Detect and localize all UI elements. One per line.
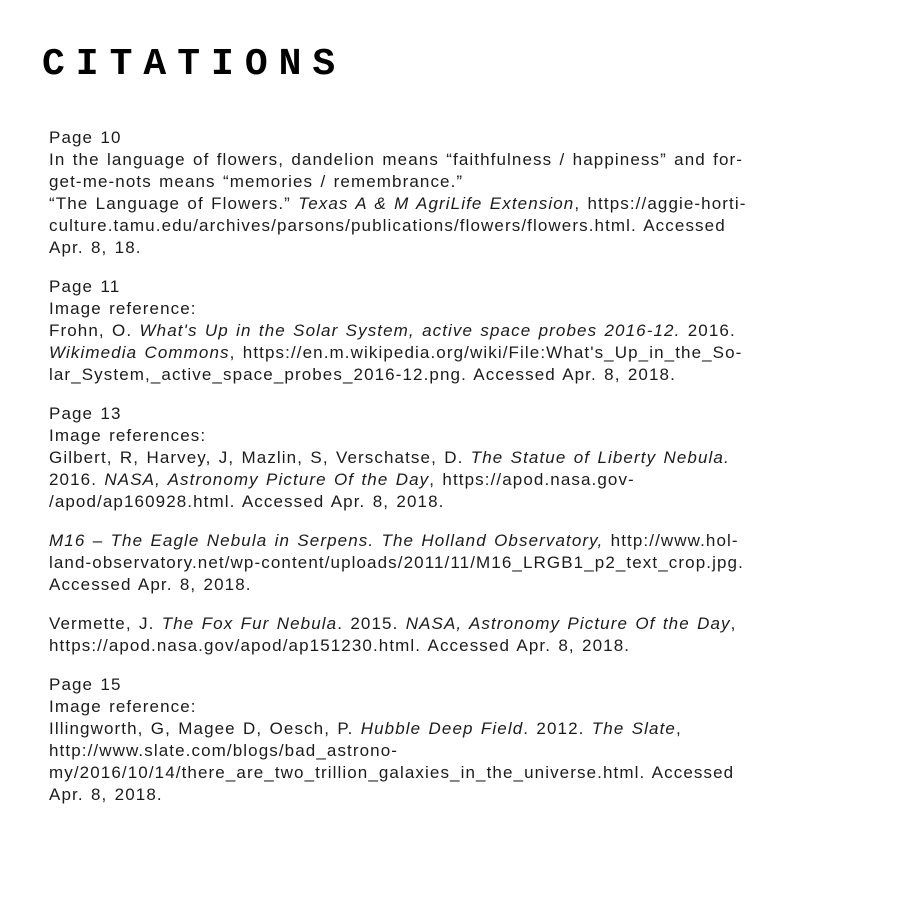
citation-line xyxy=(49,469,870,491)
citation-line xyxy=(49,635,870,657)
citation-italic-text: The Statue of Liberty Nebula. xyxy=(470,448,730,467)
citation-text: /apod/ap160928.html. Accessed Apr. 8, 2018. xyxy=(49,492,445,511)
citation-italic-text: M16 – The Eagle Nebula in Serpens. The Holland Observatory, xyxy=(49,531,604,550)
citation-line xyxy=(49,171,870,193)
citation-text: Page 13 xyxy=(49,404,122,423)
citation-italic-text: The Fox Fur Nebula xyxy=(161,614,338,633)
citation-line xyxy=(49,552,870,574)
citation-text: get-me-nots means “memories / remembrance.” xyxy=(49,172,464,191)
citation-text: Accessed Apr. 8, 2018. xyxy=(49,575,252,594)
page-title: CITATIONS xyxy=(42,43,347,86)
citation-text: 2016. xyxy=(49,470,105,489)
citation-line xyxy=(49,740,870,762)
citation-line xyxy=(49,215,870,237)
citation-text: , https://en.m.wikipedia.org/wiki/File:What's_Up_in_the_So- xyxy=(229,343,743,362)
citation-line xyxy=(49,193,870,215)
citation-text: . 2015. xyxy=(337,614,406,633)
citation-line xyxy=(49,613,870,635)
citation-text: . 2012. xyxy=(523,719,592,738)
citations-list xyxy=(49,127,870,806)
citation-line xyxy=(49,364,870,386)
citation-text: Vermette, J. xyxy=(49,614,162,633)
citation-block-m16-eagle-nebula xyxy=(49,530,870,596)
citation-text: land-observatory.net/wp-content/uploads/2011/11/M16_LRGB1_p2_text_crop.jpg. xyxy=(49,553,744,572)
citation-text: lar_System,_active_space_probes_2016-12.png. Accessed Apr. 8, 2018. xyxy=(49,365,676,384)
citation-line xyxy=(49,696,870,718)
citation-text: culture.tamu.edu/archives/parsons/publications/flowers/flowers.html. Accessed xyxy=(49,216,726,235)
citation-italic-text: What's Up in the Solar System, active space probes 2016-12. xyxy=(139,321,681,340)
citation-text: my/2016/10/14/there_are_two_trillion_galaxies_in_the_universe.html. Accessed xyxy=(49,763,735,782)
citation-text: Gilbert, R, Harvey, J, Mazlin, S, Verschatse, D. xyxy=(49,448,471,467)
citation-text: , https://aggie-horti- xyxy=(574,194,747,213)
citation-line xyxy=(49,276,870,298)
citation-block-page-13 xyxy=(49,403,870,513)
citation-text: Illingworth, G, Magee D, Oesch, P. xyxy=(49,719,361,738)
citation-text: Page 15 xyxy=(49,675,122,694)
citation-block-page-15 xyxy=(49,674,870,806)
citation-text: , https://apod.nasa.gov- xyxy=(429,470,635,489)
citation-text: Apr. 8, 2018. xyxy=(49,785,163,804)
citation-line xyxy=(49,447,870,469)
citation-italic-text: Texas A & M AgriLife Extension xyxy=(298,194,575,213)
citation-line xyxy=(49,574,870,596)
citation-line xyxy=(49,425,870,447)
citation-text: Page 11 xyxy=(49,277,121,296)
citation-line xyxy=(49,530,870,552)
citation-italic-text: NASA, Astronomy Picture Of the Day xyxy=(405,614,731,633)
citation-line xyxy=(49,403,870,425)
citation-text: http://www.hol- xyxy=(603,531,739,550)
citation-italic-text: The Slate xyxy=(591,719,676,738)
citation-line xyxy=(49,149,870,171)
citation-italic-text: Wikimedia Commons xyxy=(49,343,230,362)
citation-text: 2016. xyxy=(680,321,736,340)
citation-text: Frohn, O. xyxy=(49,321,140,340)
citation-line xyxy=(49,237,870,259)
citation-block-fox-fur-nebula xyxy=(49,613,870,657)
citation-line xyxy=(49,784,870,806)
citation-line xyxy=(49,718,870,740)
citation-line xyxy=(49,762,870,784)
citation-italic-text: NASA, Astronomy Picture Of the Day xyxy=(104,470,430,489)
citation-line xyxy=(49,491,870,513)
citation-text: Image reference: xyxy=(49,697,197,716)
citation-line xyxy=(49,342,870,364)
citation-block-page-10 xyxy=(49,127,870,259)
citation-text: Image reference: xyxy=(49,299,197,318)
citation-line xyxy=(49,127,870,149)
citation-line xyxy=(49,298,870,320)
citation-text: “The Language of Flowers.” xyxy=(49,194,299,213)
citation-text: https://apod.nasa.gov/apod/ap151230.html. Accessed Apr. 8, 2018. xyxy=(49,636,631,655)
citation-text: http://www.slate.com/blogs/bad_astrono- xyxy=(49,741,399,760)
citation-text: , xyxy=(675,719,682,738)
citation-text: Image references: xyxy=(49,426,207,445)
citation-line xyxy=(49,320,870,342)
citation-text: Page 10 xyxy=(49,128,122,147)
citation-text: Apr. 8, 18. xyxy=(49,238,142,257)
citation-italic-text: Hubble Deep Field xyxy=(360,719,524,738)
citation-block-page-11 xyxy=(49,276,870,386)
citation-text: In the language of flowers, dandelion means “faithfulness / happiness” and for- xyxy=(49,150,744,169)
citation-line xyxy=(49,674,870,696)
citation-text: , xyxy=(730,614,737,633)
